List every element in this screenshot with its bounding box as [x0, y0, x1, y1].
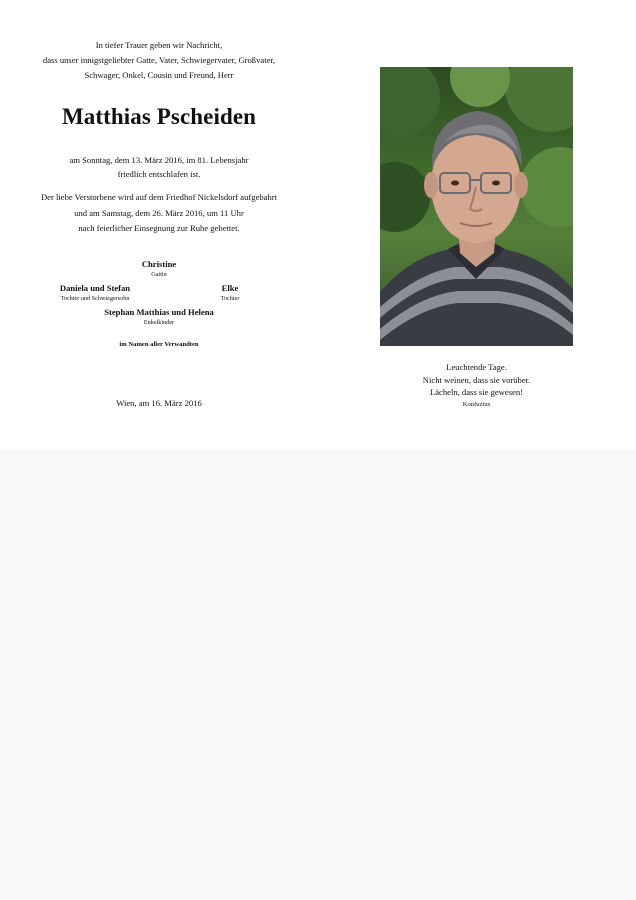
mourner-name: Elke	[221, 282, 239, 293]
burial-notice-line: Der liebe Verstorbene wird auf dem Friedhof Nickelsdorf aufgebahrt	[40, 192, 278, 202]
mourner-relation: Tochter und Schwiegersohn	[60, 294, 130, 302]
mourners-list	[20, 259, 298, 348]
deceased-name: Matthias Pscheiden	[61, 104, 257, 129]
mourner-daughter	[190, 283, 270, 303]
burial-notice	[20, 190, 298, 237]
mourner-name: Daniela und Stefan	[59, 282, 131, 293]
intro-line: In tiefer Trauer geben wir Nachricht,	[95, 40, 223, 50]
mourner-grandchildren	[20, 307, 298, 327]
death-notice-line: am Sonntag, dem 13. März 2016, im 81. Lebensjahr	[69, 155, 249, 165]
mourner-name: Stephan Matthias und Helena	[104, 306, 214, 317]
mourner-children	[20, 283, 298, 305]
quote-line: Lächeln, dass sie gewesen!	[429, 387, 524, 397]
burial-notice-line: nach feierlicher Einsegnung zur Ruhe gebettet.	[78, 223, 240, 233]
mourner-spouse	[20, 259, 298, 279]
mourner-name: Christine	[141, 258, 177, 269]
place-date: Wien, am 16. März 2016	[116, 397, 202, 408]
quote-line: Nicht weinen, dass sie vorüber.	[422, 374, 531, 385]
quote-author: Konfuzius	[462, 400, 491, 408]
death-notice	[20, 154, 298, 181]
burial-notice-line: und am Samstag, dem 26. März 2016, um 11 Uhr	[74, 207, 244, 218]
quote-line: Leuchtende Tage.	[446, 362, 507, 372]
relatives-line: im Namen aller Verwandten	[119, 340, 199, 348]
intro-line: dass unser innigstgeliebter Gatte, Vater, Schwiegervater, Großvater,	[42, 55, 276, 65]
portrait-photo	[380, 67, 573, 346]
mourner-relation: Gattin	[151, 270, 167, 278]
notice-column	[20, 38, 298, 408]
mourner-relation: Enkelkinder	[143, 318, 175, 326]
portrait-illustration	[380, 67, 573, 346]
intro-text	[20, 38, 298, 83]
mourner-relation: Tochter	[220, 294, 240, 302]
intro-line: Schwager, Onkel, Cousin und Freund, Herr	[84, 70, 234, 80]
quote-block	[380, 361, 573, 411]
death-notice-line: friedlich entschlafen ist.	[117, 168, 201, 179]
mourner-daughter-son-in-law	[40, 283, 150, 303]
